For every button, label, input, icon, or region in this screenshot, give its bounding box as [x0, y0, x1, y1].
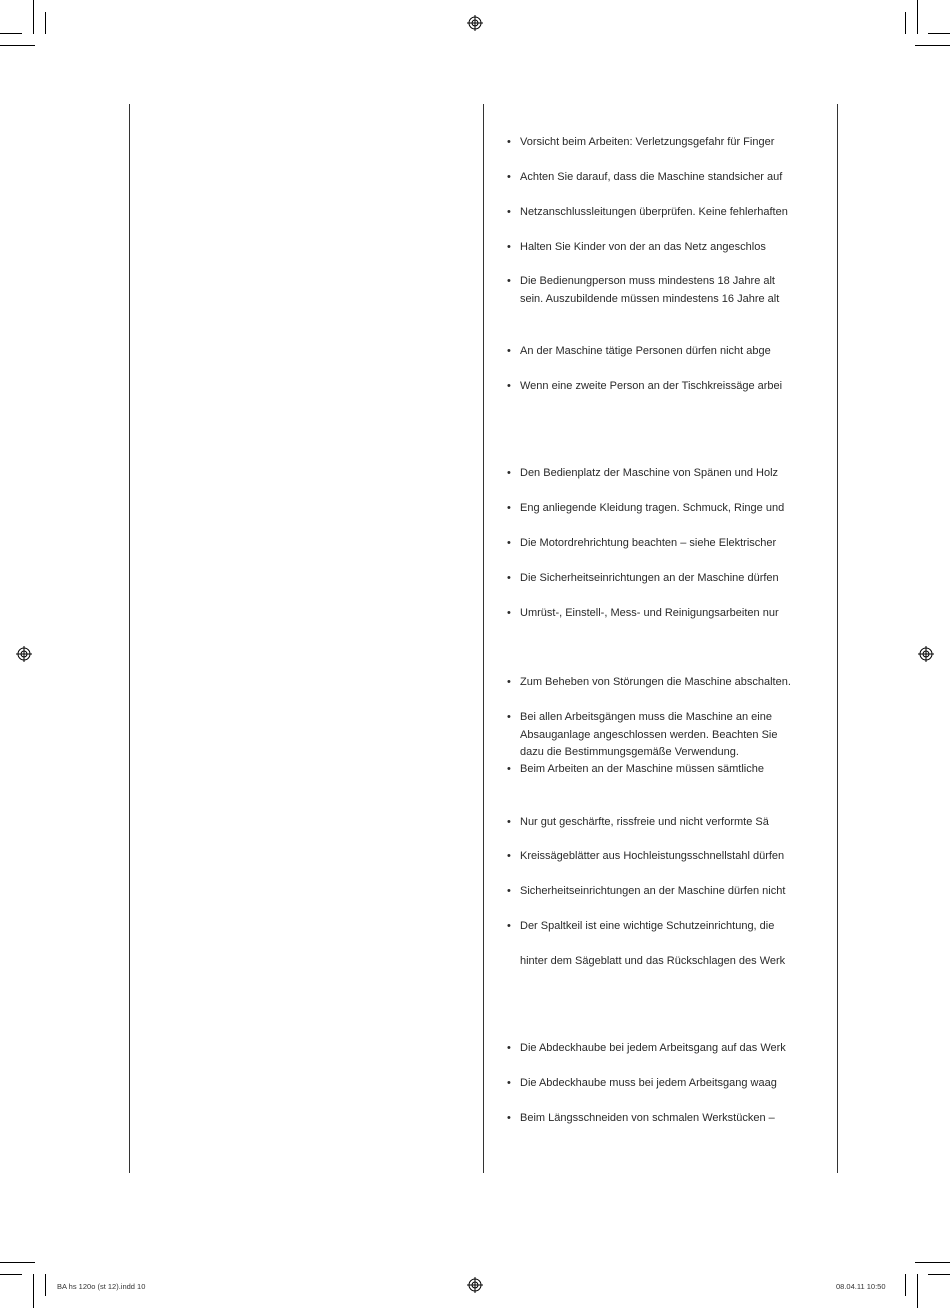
slug-filename: BA hs 120o (st 12).indd 10 [57, 1282, 146, 1291]
bullet-icon: • [507, 502, 511, 514]
bullet-icon: • [507, 885, 511, 897]
list-item-text: Den Bedienplatz der Maschine von Spänen und Holz [520, 467, 779, 479]
bullet-icon: • [507, 345, 511, 357]
slug-timestamp: 08.04.11 10:50 [836, 1282, 886, 1291]
bullet-icon: • [507, 467, 511, 479]
list-item-text: Umrüst-, Einstell-, Mess- und Reinigungsarbeiten nur [520, 607, 779, 619]
list-item-text: Kreissägeblätter aus Hochleistungsschnellstahl dürfen [520, 850, 785, 862]
bullet-icon: • [507, 763, 511, 775]
bullet-icon: • [507, 1042, 511, 1054]
list-item-text: Der Spaltkeil ist eine wichtige Schutzeinrichtung, die [520, 920, 775, 932]
bullet-icon: • [507, 206, 511, 218]
bullet-icon: • [507, 1112, 511, 1124]
list-item-text: Beim Arbeiten an der Maschine müssen sämtliche [520, 763, 764, 775]
list-item-text: Die Bedienungperson muss mindestens 18 Jahre alt [520, 275, 775, 287]
bullet-icon: • [507, 275, 511, 287]
list-item-text: Wenn eine zweite Person an der Tischkreissäge arbei [520, 380, 783, 392]
bullet-icon: • [507, 711, 511, 723]
list-item-text: Eng anliegende Kleidung tragen. Schmuck, Ringe und [520, 502, 785, 514]
list-item-text: An der Maschine tätige Personen dürfen nicht abge [520, 345, 771, 357]
list-item-text: Die Abdeckhaube bei jedem Arbeitsgang auf das Werk [520, 1042, 786, 1054]
list-item-text: Zum Beheben von Störungen die Maschine abschalten. [520, 676, 791, 688]
list-item-text: Netzanschlussleitungen überprüfen. Keine fehlerhaften [520, 206, 788, 218]
bullet-icon: • [507, 572, 511, 584]
list-item-text: Die Sicherheitseinrichtungen an der Maschine dürfen [520, 572, 779, 584]
bullet-icon: • [507, 607, 511, 619]
list-item-text: Beim Längsschneiden von schmalen Werkstücken – [520, 1112, 775, 1124]
bullet-icon: • [507, 171, 511, 183]
bullet-icon: • [507, 816, 511, 828]
list-item-text: hinter dem Sägeblatt und das Rückschlagen des Werk [520, 955, 786, 967]
list-item-text: Die Motordrehrichtung beachten – siehe Elektrischer [520, 537, 777, 549]
bullet-icon: • [507, 676, 511, 688]
list-item-text: Sicherheitseinrichtungen an der Maschine dürfen nicht [520, 885, 786, 897]
list-item-text: sein. Auszubildende müssen mindestens 16 Jahre alt [520, 292, 780, 305]
list-item-text: Absauganlage angeschlossen werden. Beachten Sie [520, 728, 778, 741]
bullet-icon: • [507, 380, 511, 392]
list-item-text: Die Abdeckhaube muss bei jedem Arbeitsgang waag [520, 1077, 777, 1089]
list-item-text: Vorsicht beim Arbeiten: Verletzungsgefahr für Finger [520, 136, 775, 148]
list-item-text: Achten Sie darauf, dass die Maschine standsicher auf [520, 171, 783, 183]
bullet-icon: • [507, 1077, 511, 1089]
list-item-text: dazu die Bestimmungsgemäße Verwendung. [520, 746, 739, 758]
bullet-icon: • [507, 241, 511, 253]
bullet-icon: • [507, 537, 511, 549]
list-item-text: Halten Sie Kinder von der an das Netz angeschlos [520, 241, 766, 253]
bullet-icon: • [507, 920, 511, 932]
bullet-icon: • [507, 850, 511, 862]
bullet-icon: • [507, 136, 511, 148]
list-item-text: Bei allen Arbeitsgängen muss die Maschine an eine [520, 711, 772, 723]
list-item-text: Nur gut geschärfte, rissfreie und nicht verformte Sä [520, 816, 769, 828]
